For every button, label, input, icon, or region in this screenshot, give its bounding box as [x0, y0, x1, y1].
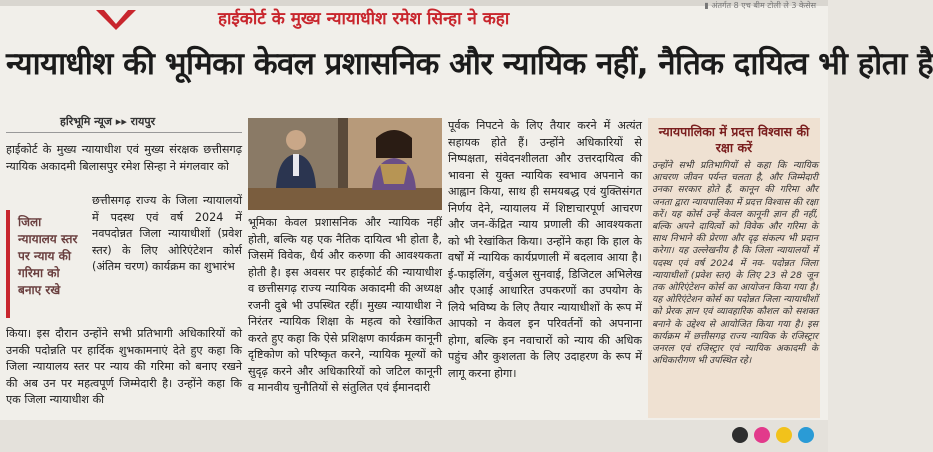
column-3-text: पूर्वक निपटने के लिए तैयार करने में अत्यंत सहायक होते हैं। उन्होंने अधिकारियों से निष्पक्षता, संवेदनशीलता और उत्तरदायित्व की भावना से युक्त न्यायिक स्वभाव अपनाने का आह्वान किया, साथ ही समयबद्ध एवं युक्तिसंगत निर्णय देने, न्यायालय में शिष्टाचारपूर्ण आचरण और जन-केंद्रित न्याय प्रणाली की आवश्यकता को भी रेखांकित किया। उन्होंने कहा कि हाल के वर्षों में न्यायिक कार्यप्रणाली में बदलाव आया है। ई-फाइलिंग, वर्चुअल सुनवाई, डिजिटल अभिलेख और एआई आधारित उपकरणों का उपयोग के लिये भविष्य के लिए तैयार न्यायाधीशों के रूप में आपको न केवल इन परिवर्तनों को अपनाना होगा, बल्कि इन नवाचारों को न्याय की अधिक पहुंच और कुशलता के लिए उदाहरण के रूप में लागू करना होगा।	[448, 119, 642, 380]
swatch-yellow	[776, 427, 792, 443]
sidebar-body: उन्होंने सभी प्रतिभागियों से कहा कि न्यायिक आचरण जीवन पर्यन्त चलता है, और जिम्मेदारी उनका सरकार होते हैं, कानून की गरिमा और जनता द्वारा न्यायपालिका में प्रदत्त विश्वास की रक्षा करें। यह कोर्स उन्हें केवल कानूनी ज्ञान ही नहीं, बल्कि अपने दायित्वों को विवेक और गरिमा के साथ निभाने की प्रेरणा और दृढ़ संकल्प भी प्रदान करेगा। यह उल्लेखनीय है कि जिला न्यायालयों में पदस्थ एवं वर्ष 2024 में नव- पदोन्नत जिला न्यायाधीशों (प्रवेश स्तर) के लिए 23 से 28 जून तक ओरिएंटेशन कोर्स का आयोजन किया गया है। यह ओरिएंटेशन कोर्स का पदोन्नत जिला न्यायाधीशों को प्रेरक ज्ञान एवं व्यावहारिक कौशल को सशक्त बनाने के उद्देश्य से आयोजित किया गया है। इस कार्यक्रम में छत्तीसगढ़ राज्य न्यायिक के रजिस्ट्रार जनरल एवं रजिस्ट्रार एवं न्यायिक अकादमी के अधिकारीगण भी उपस्थित रहे।	[652, 160, 818, 367]
byline: हरिभूमि न्यूज ▸▸ रायपुर	[60, 115, 156, 128]
column-1-bottom-text: किया। इस दौरान उन्होंने सभी प्रतिभागी अधिकारियों को उनकी पदोन्नति पर हार्दिक शुभकामनाएं देते हुए कहा कि जिला न्यायालय स्तर पर न्याय की गरिमा को बनाए रखने की अब उन पर महत्वपूर्ण जिम्मेदारी है। उन्होंने कहा कि एक जिला न्यायाधीश की	[6, 327, 242, 406]
photo-illustration	[248, 118, 442, 210]
column-1-right-text: छत्तीसगढ़ राज्य के जिला न्यायालयों में पदस्थ एवं वर्ष 2024 में नवपदोन्नत जिला न्यायाधीशों (प्रवेश स्तर) के लिए ओरिएंटेशन कोर्स (अंतिम चरण) कार्यक्रम का शुभारंभ	[92, 194, 242, 273]
column-3	[448, 118, 642, 416]
sidebar-title: न्यायपालिका में प्रदत्त विश्वास की रक्षा करें	[658, 124, 810, 155]
column-2-text: भूमिका केवल प्रशासनिक और न्यायिक नहीं होती, बल्कि यह एक नैतिक दायित्व भी होता है, जिसमें विवेक, धैर्य और करुणा की आवश्यकता होती है। इस अवसर पर हाईकोर्ट की न्यायाधीश व छत्तीसगढ़ राज्य न्यायिक अकादमी की अध्यक्ष रजनी दुबे भी उपस्थित रहीं। मुख्य न्यायाधीश ने निरंतर न्यायिक शिक्षा के महत्व को रेखांकित करते हुए कहा कि ऐसे प्रशिक्षण कार्यक्रम कानूनी दृष्टिकोण को परिष्कृत करने, न्यायिक मूल्यों को सुदृढ़ करने और अधिकारियों को जटिल कानूनी व मानवीय चुनौतियों से संतुलित एवं ईमानदारी	[248, 216, 442, 394]
pullquote	[6, 210, 84, 318]
byline-rule	[6, 132, 242, 133]
top-right-note: ▮ अंतर्गत 8 एच बीम टोली ले 3 केसेस	[704, 1, 816, 10]
swatch-cyan	[798, 427, 814, 443]
chevron-logo-icon	[96, 8, 136, 30]
swatch-magenta	[754, 427, 770, 443]
pullquote-text: जिला न्यायालय स्तर पर न्याय की गरिमा को बनाए रखे	[18, 215, 78, 297]
column-1-top-text: हाईकोर्ट के मुख्य न्यायाधीश एवं मुख्य संरक्षक छत्तीसगढ़ न्यायिक अकादमी बिलासपुर रमेश सिन्हा ने मंगलवार को	[6, 143, 242, 173]
column-1-right	[92, 193, 242, 325]
event-photo	[248, 118, 442, 210]
main-headline: न्यायाधीश की भूमिका केवल प्रशासनिक और न्यायिक नहीं, नैतिक दायित्व भी होता है	[6, 46, 933, 82]
color-registration-marks	[732, 427, 814, 443]
bottom-strip	[0, 420, 828, 452]
column-2	[248, 215, 442, 417]
swatch-black	[732, 427, 748, 443]
kicker-headline: हाईकोर्ट के मुख्य न्यायाधीश रमेश सिन्हा ने कहा	[218, 9, 510, 29]
column-1-bottom	[6, 326, 242, 416]
